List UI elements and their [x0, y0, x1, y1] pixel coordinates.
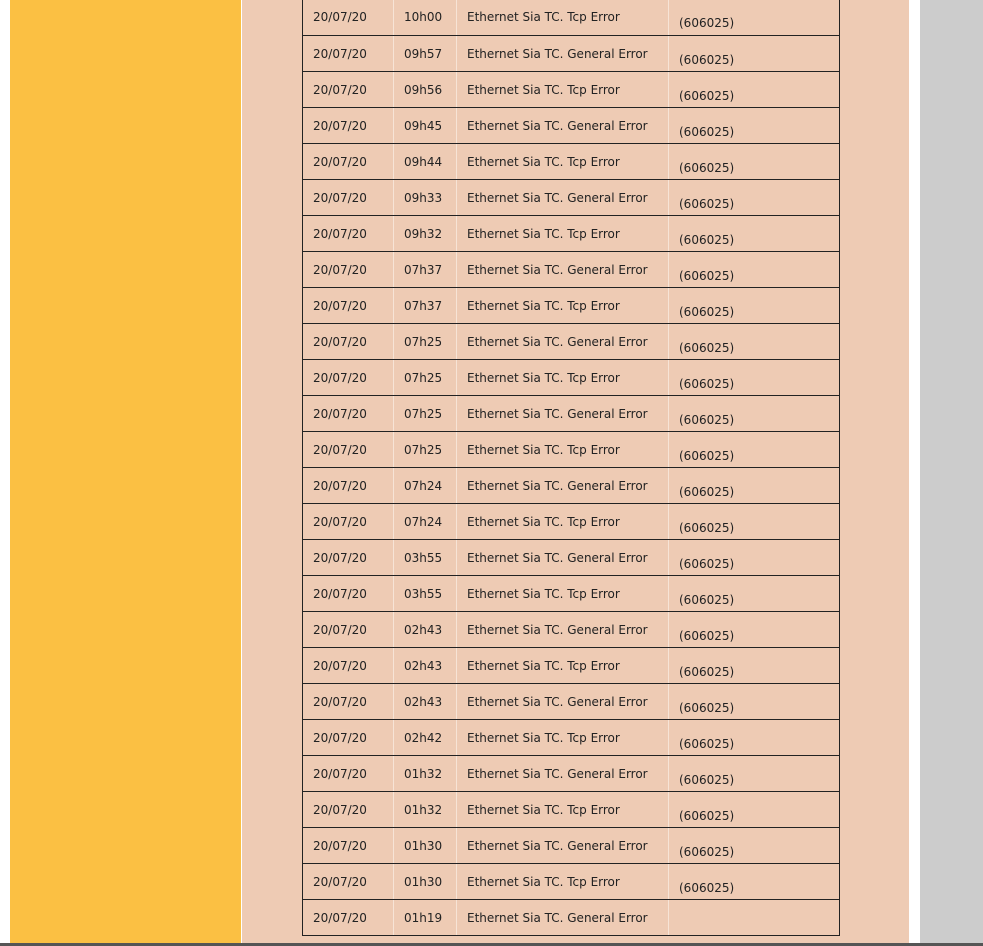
event-row [303, 0, 840, 35]
event-date: 20/07/20 [303, 791, 394, 827]
event-time: 07h25 [394, 395, 457, 431]
event-time: 09h57 [394, 35, 457, 71]
event-date: 20/07/20 [303, 215, 394, 251]
event-date: 20/07/20 [303, 539, 394, 575]
event-row [303, 107, 840, 143]
event-row [303, 215, 840, 251]
event-description: Ethernet Sia TC. Tcp Error [457, 359, 669, 395]
event-date: 20/07/20 [303, 683, 394, 719]
event-row [303, 503, 840, 539]
event-log-body [303, 0, 840, 935]
event-date: 20/07/20 [303, 143, 394, 179]
event-description: Ethernet Sia TC. Tcp Error [457, 71, 669, 107]
event-row [303, 791, 840, 827]
event-code: (606025) [669, 863, 840, 899]
event-row [303, 179, 840, 215]
event-time: 07h24 [394, 467, 457, 503]
event-row [303, 467, 840, 503]
event-description: Ethernet Sia TC. General Error [457, 395, 669, 431]
event-time: 03h55 [394, 575, 457, 611]
event-date: 20/07/20 [303, 467, 394, 503]
event-date: 20/07/20 [303, 755, 394, 791]
event-code: (606025) [669, 359, 840, 395]
event-code: (606025) [669, 0, 840, 35]
event-code: (606025) [669, 107, 840, 143]
event-code: (606025) [669, 431, 840, 467]
event-code: (606025) [669, 179, 840, 215]
event-time: 02h42 [394, 719, 457, 755]
event-description: Ethernet Sia TC. Tcp Error [457, 503, 669, 539]
event-time: 03h55 [394, 539, 457, 575]
event-description: Ethernet Sia TC. General Error [457, 107, 669, 143]
event-time: 01h32 [394, 755, 457, 791]
event-row [303, 143, 840, 179]
event-row [303, 287, 840, 323]
vertical-scrollbar[interactable] [920, 0, 983, 946]
event-code: (606025) [669, 647, 840, 683]
event-date: 20/07/20 [303, 287, 394, 323]
event-time: 01h30 [394, 827, 457, 863]
event-description: Ethernet Sia TC. General Error [457, 611, 669, 647]
sidebar-panel [10, 0, 241, 946]
event-time: 07h37 [394, 251, 457, 287]
event-row [303, 899, 840, 935]
event-row [303, 575, 840, 611]
event-description: Ethernet Sia TC. General Error [457, 467, 669, 503]
event-date: 20/07/20 [303, 179, 394, 215]
event-time: 09h32 [394, 215, 457, 251]
event-date: 20/07/20 [303, 575, 394, 611]
event-code: (606025) [669, 791, 840, 827]
event-date: 20/07/20 [303, 647, 394, 683]
event-time: 01h30 [394, 863, 457, 899]
event-code: (606025) [669, 287, 840, 323]
event-time: 02h43 [394, 683, 457, 719]
event-date: 20/07/20 [303, 323, 394, 359]
right-gap [909, 0, 920, 946]
event-code: (606025) [669, 539, 840, 575]
event-row [303, 431, 840, 467]
event-row [303, 539, 840, 575]
event-row [303, 323, 840, 359]
event-code: (606025) [669, 755, 840, 791]
event-code: (606025) [669, 215, 840, 251]
event-description: Ethernet Sia TC. Tcp Error [457, 791, 669, 827]
event-code: (606025) [669, 251, 840, 287]
event-date: 20/07/20 [303, 611, 394, 647]
event-date: 20/07/20 [303, 395, 394, 431]
event-description: Ethernet Sia TC. Tcp Error [457, 287, 669, 323]
event-date: 20/07/20 [303, 359, 394, 395]
event-row [303, 827, 840, 863]
event-time: 02h43 [394, 611, 457, 647]
event-description: Ethernet Sia TC. Tcp Error [457, 215, 669, 251]
event-description: Ethernet Sia TC. General Error [457, 179, 669, 215]
event-description: Ethernet Sia TC. Tcp Error [457, 719, 669, 755]
event-description: Ethernet Sia TC. Tcp Error [457, 143, 669, 179]
event-description: Ethernet Sia TC. Tcp Error [457, 863, 669, 899]
event-description: Ethernet Sia TC. Tcp Error [457, 0, 669, 35]
event-row [303, 755, 840, 791]
event-code: (606025) [669, 719, 840, 755]
event-date: 20/07/20 [303, 863, 394, 899]
event-description: Ethernet Sia TC. General Error [457, 755, 669, 791]
left-gutter [0, 0, 10, 946]
event-description: Ethernet Sia TC. Tcp Error [457, 575, 669, 611]
event-code: (606025) [669, 503, 840, 539]
event-row [303, 359, 840, 395]
event-time: 07h25 [394, 359, 457, 395]
event-description: Ethernet Sia TC. General Error [457, 35, 669, 71]
event-description: Ethernet Sia TC. General Error [457, 899, 669, 935]
event-date: 20/07/20 [303, 899, 394, 935]
event-date: 20/07/20 [303, 107, 394, 143]
event-code: (606025) [669, 323, 840, 359]
event-code: (606025) [669, 611, 840, 647]
event-row [303, 395, 840, 431]
event-row [303, 647, 840, 683]
event-time: 07h25 [394, 431, 457, 467]
event-date: 20/07/20 [303, 719, 394, 755]
event-row [303, 71, 840, 107]
event-description: Ethernet Sia TC. General Error [457, 539, 669, 575]
event-row [303, 35, 840, 71]
event-time: 10h00 [394, 0, 457, 35]
event-row [303, 863, 840, 899]
event-description: Ethernet Sia TC. Tcp Error [457, 431, 669, 467]
event-code: (606025) [669, 71, 840, 107]
event-time: 01h19 [394, 899, 457, 935]
event-row [303, 611, 840, 647]
event-code: (606025) [669, 827, 840, 863]
event-date: 20/07/20 [303, 827, 394, 863]
event-time: 07h25 [394, 323, 457, 359]
event-time: 07h37 [394, 287, 457, 323]
event-date: 20/07/20 [303, 35, 394, 71]
event-time: 09h44 [394, 143, 457, 179]
event-date: 20/07/20 [303, 431, 394, 467]
event-time: 02h43 [394, 647, 457, 683]
event-date: 20/07/20 [303, 0, 394, 35]
event-description: Ethernet Sia TC. Tcp Error [457, 647, 669, 683]
event-row [303, 251, 840, 287]
event-time: 09h33 [394, 179, 457, 215]
event-time: 01h32 [394, 791, 457, 827]
event-row [303, 683, 840, 719]
event-date: 20/07/20 [303, 251, 394, 287]
event-code: (606025) [669, 143, 840, 179]
event-code: (606025) [669, 395, 840, 431]
event-description: Ethernet Sia TC. General Error [457, 683, 669, 719]
event-description: Ethernet Sia TC. General Error [457, 251, 669, 287]
event-time: 07h24 [394, 503, 457, 539]
event-log-table [302, 0, 840, 936]
event-code: (606025) [669, 575, 840, 611]
event-code: (606025) [669, 35, 840, 71]
event-date: 20/07/20 [303, 71, 394, 107]
event-code: (606025) [669, 683, 840, 719]
event-row [303, 719, 840, 755]
event-description: Ethernet Sia TC. General Error [457, 827, 669, 863]
event-code: (606025) [669, 467, 840, 503]
event-time: 09h45 [394, 107, 457, 143]
event-date: 20/07/20 [303, 503, 394, 539]
event-description: Ethernet Sia TC. General Error [457, 323, 669, 359]
event-code [669, 899, 840, 935]
event-time: 09h56 [394, 71, 457, 107]
